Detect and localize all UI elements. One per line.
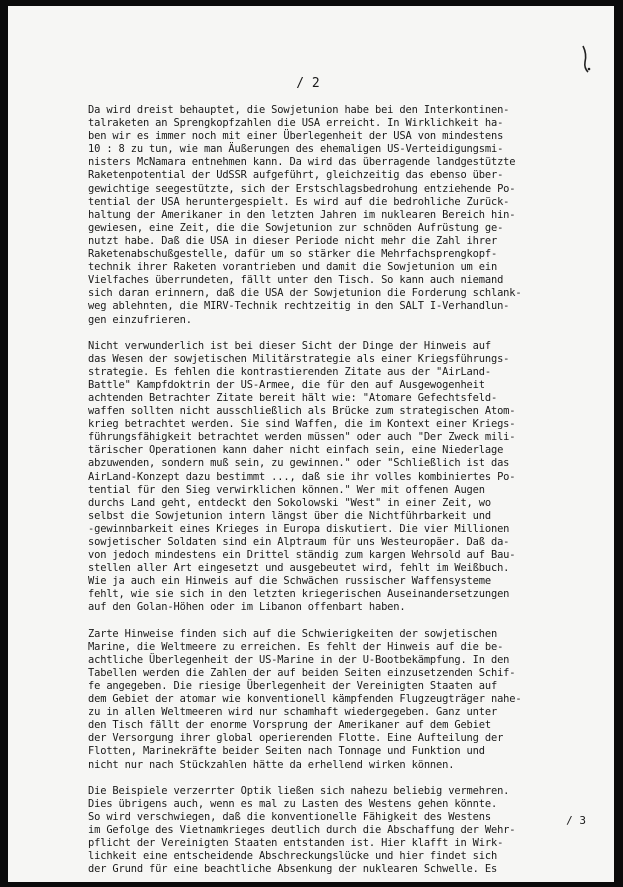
- paragraph-3: Zarte Hinweise finden sich auf die Schwierigkeiten der sowjetischen Marine, die Weltmeere zu erreichen. Es fehlt der Hinweis auf die be- achtliche Überlegenheit der US-Marine in der U-Bootbekämpfung. In den Tabellen werden die Zahlen der auf beiden Seiten einzusetzenden Schif- fe angegeben. Die riesige Überlegenheit der Vereinigten Staaten auf dem Gebiet der atomar wie konventionell kämpfenden Flugzeugträger nahe- zu in allen Weltmeeren wird nur schamhaft wiedergegeben. Ganz unter den Tisch fällt der enorme Vorsprung der Amerikaner auf dem Gebiet der Versorgung ihrer global operierenden Flotte. Eine Aufteilung der Flotten, Marinekräfte beider Seiten nach Tonnage und Funktion und nicht nur nach Stückzahlen hätte da erhellend wirken können.: [88, 627, 522, 771]
- pen-mark: [580, 44, 592, 74]
- scanned-page: [8, 6, 614, 882]
- paragraph-4: Die Beispiele verzerrter Optik ließen sich nahezu beliebig vermehren. Dies übrigens auch, wenn es mal zu Lasten des Westens gehen könnte. So wird verschwiegen, daß die konventionelle Fähigkeit des Westens im Gefolge des Vietnamkrieges deutlich durch die Abschaffung der Wehr- pflicht der Vereinigten Staaten entstanden ist. Hier klafft in Wirk- lichkeit eine entscheidende Abschreckungslücke und hier findet sich der Grund für eine beachtliche Absenkung der nuklearen Schwelle. Es: [88, 784, 516, 876]
- paragraph-1: Da wird dreist behauptet, die Sowjetunion habe bei den Interkontinen- talraketen an Sprengkopfzahlen die USA erreicht. In Wirklichkeit ha- ben wir es immer noch mit einer Überlegenheit der USA von mindestens 10 : 8 zu tun, wie man Äußerungen des ehemaligen US-Verteidigungsmi- nisters McNamara entnehmen kann. Da wird das überragende landgestützte Raketenpotential der UdSSR aufgeführt, gleichzeitig das ebenso über- gewichtige seegestützte, sich der Erstschlagsbedrohung entziehende Po- tential der USA heruntergespielt. Es wird auf die bedrohliche Zurück- haltung der Amerikaner in den letzten Jahren im nuklearen Bereich hin- gewiesen, eine Zeit, die die Sowjetunion zur schnöden Aufrüstung ge- nutzt habe. Daß die USA in dieser Periode nicht mehr die Zahl ihrer Raketenabschußgestelle, dafür um so stärker die Mehrfachsprengkopf- technik ihrer Raketen vorantrieben und damit die Sowjetunion um ein Vielfaches überrundeten, fällt unter den Tisch. So kann auch niemand sich daran erinnern, daß die USA der Sowjetunion die Forderung schlank- weg ablehnten, die MIRV-Technik rechtzeitig in den SALT I-Verhandlun- gen einzufrieren.: [88, 104, 522, 326]
- body-text: [88, 104, 563, 876]
- page-number-footer: / 3: [566, 814, 586, 827]
- page-number-header: / 2: [296, 76, 320, 91]
- paragraph-2: Nicht verwunderlich ist bei dieser Sicht der Dinge der Hinweis auf das Wesen der sowjetischen Militärstrategie als einer Kriegsführungs- strategie. Es fehlen die kontrastierenden Zitate aus der "AirLand- Battle" Kampfdoktrin der US-Armee, die für den auf Ausgewogenheit achtenden Betrachter Zitate bereit hält wie: "Atomare Gefechtsfeld- waffen sollten nicht ausschließlich als Brücke zum strategischen Atom- krieg betrachtet werden. Sie sind Waffen, die im Kontext einer Kriegs- führungsfähigkeit betrachtet werden müssen" oder auch "Der Zweck mili- tärischer Operationen kann daher nicht einfach sein, eine Niederlage abzuwenden, sondern muß sein, zu gewinnen." oder "Schließlich ist das AirLand-Konzept dazu bestimmt ..., daß sie ihr volles kombiniertes Po- tential für den Sieg verwirklichen können." Wer mit offenen Augen durchs Land geht, entdeckt den Sokolowski "West" in einer Zeit, wo selbst die Sowjetunion intern längst über die Nichtführbarkeit und -gewinnbarkeit eines Krieges in Europa diskutiert. Die vier Millionen sowjetischer Soldaten sind ein Alptraum für uns Westeuropäer. Daß da- von jedoch mindestens ein Drittel ständig zum kargen Wehrsold auf Bau- stellen aller Art eingesetzt und ausgebeutet wird, fehlt im Weißbuch. Wie ja auch ein Hinweis auf die Schwächen russischer Waffensysteme fehlt, wie sie sich in den letzten kriegerischen Auseinandersetzungen auf den Golan-Höhen oder im Libanon offenbart haben.: [88, 339, 516, 614]
